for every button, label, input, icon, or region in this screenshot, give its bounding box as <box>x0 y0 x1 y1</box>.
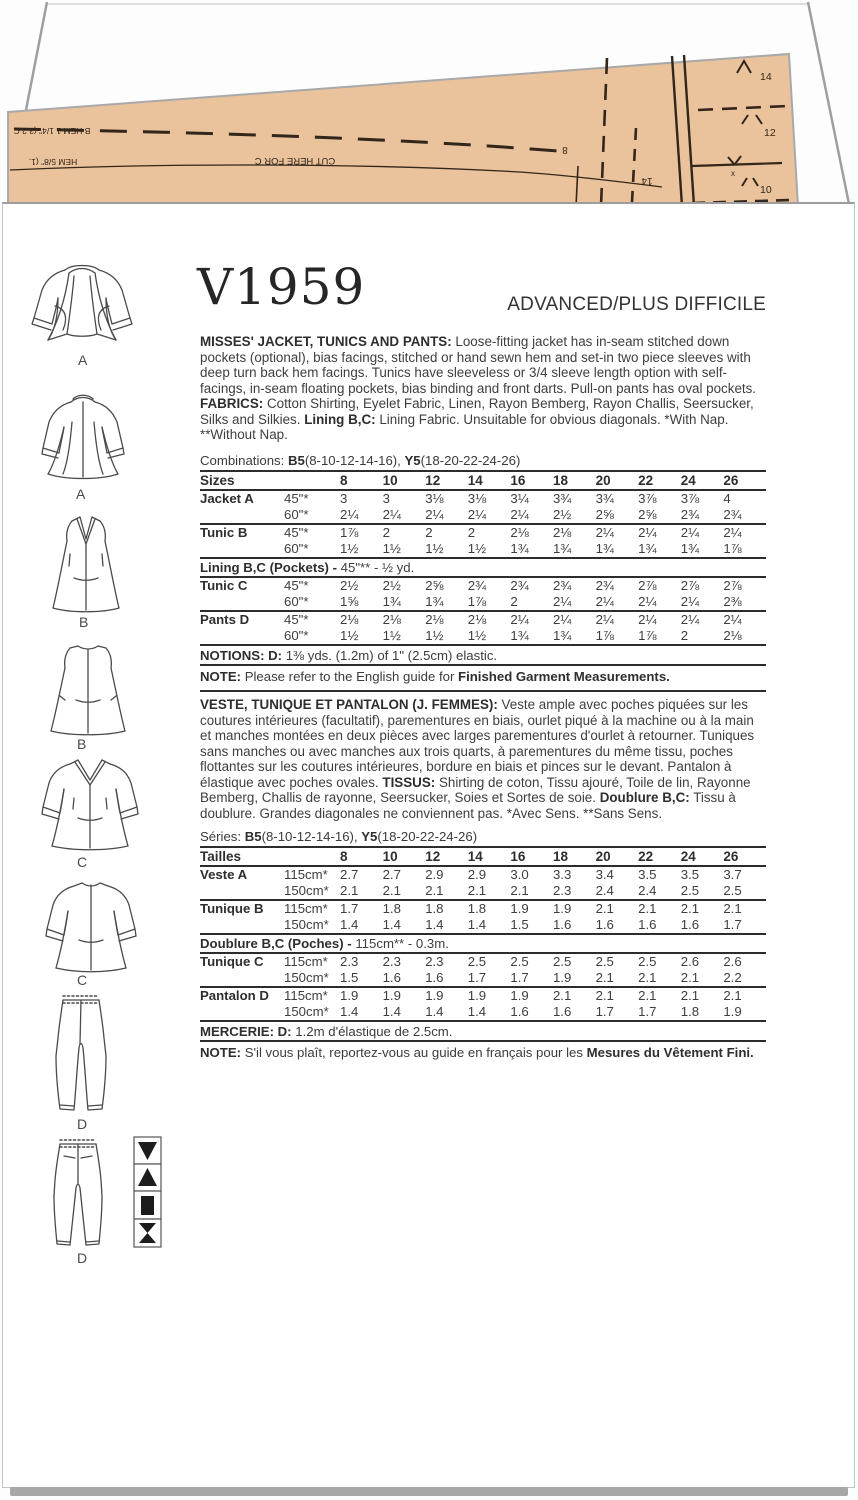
cell: 2¼ <box>595 612 614 627</box>
size-col: 26 <box>723 471 766 490</box>
cell: 1.6 <box>510 1004 553 1021</box>
cell: 2.1 <box>595 901 614 916</box>
square-icon <box>141 1196 154 1215</box>
table-row <box>200 577 766 594</box>
cell: 1.9 <box>467 988 487 1003</box>
cell: 2 <box>681 628 724 645</box>
cell: 1½ <box>340 541 383 558</box>
cell: 1.9 <box>510 901 529 916</box>
cell: 3.0 <box>510 867 529 882</box>
cell: 2.1 <box>552 988 572 1003</box>
cell: 2.5 <box>681 883 724 900</box>
cell: 1.7 <box>340 901 359 916</box>
cell: 2½ <box>382 578 401 593</box>
cell: 2.3 <box>425 954 444 969</box>
cell: 2⅝ <box>425 578 444 593</box>
cell: 1½ <box>383 628 426 645</box>
fabrics-heading: FABRICS: <box>200 396 264 411</box>
cell: 1½ <box>340 628 383 645</box>
garment-label: Tunic C <box>200 578 248 593</box>
flap-right-edge <box>808 2 849 204</box>
fabric-width: 115cm* <box>284 954 328 969</box>
size-col: 20 <box>596 847 639 866</box>
size-col: 10 <box>383 471 426 490</box>
tissue-number-14-flipped: 14 <box>641 175 653 186</box>
cell: 4 <box>723 491 731 506</box>
cell: 1.4 <box>340 917 383 934</box>
tunic-c-front-sketch <box>28 754 152 854</box>
jacket-a-front-sketch <box>22 260 142 356</box>
cell: 2¼ <box>510 507 553 524</box>
size-col: 12 <box>425 847 468 866</box>
cell: 1.7 <box>723 917 766 934</box>
fabric-width: 150cm* <box>284 917 340 934</box>
cell: 1.4 <box>468 1004 511 1021</box>
cell: 2.7 <box>382 867 401 882</box>
cell: 1.6 <box>425 970 468 987</box>
garment-label: Pants D <box>200 612 250 627</box>
cell: 3.5 <box>680 867 700 882</box>
size-col: 24 <box>681 471 724 490</box>
cell: 1.4 <box>383 1004 426 1021</box>
fabric-width: 45"* <box>284 525 309 540</box>
size-col: 8 <box>340 847 383 866</box>
table-row <box>200 507 766 524</box>
sizes-header: Sizes <box>200 471 284 490</box>
fabric-width: 45"* <box>284 612 309 627</box>
cell: 2.5 <box>552 954 572 969</box>
view-label-jacket-back: A <box>76 486 86 502</box>
table-row <box>200 883 766 900</box>
lining-heading: Lining B,C: <box>304 411 376 427</box>
note-french: NOTE: S'il vous plaît, reportez-vous au guide en français pour les Mesures du Vêtement Fini. <box>200 1045 754 1060</box>
size-col: 22 <box>638 471 681 490</box>
cell: 2¼ <box>638 594 681 611</box>
tunic-c-back-sketch <box>30 876 152 976</box>
garment-label: Pantalon D <box>200 988 269 1003</box>
cell: 1.9 <box>340 988 359 1003</box>
cell: 1½ <box>425 541 468 558</box>
garment-label: Tunic B <box>200 525 248 540</box>
cell: 2⅛ <box>723 628 766 645</box>
cell: 2.1 <box>383 883 426 900</box>
cell: 2⅛ <box>510 525 529 540</box>
cell: 1¾ <box>510 628 553 645</box>
description-french: VESTE, TUNIQUE ET PANTALON (J. FEMMES): Veste ample avec poches piquées sur les coutures intérieures (facultatif), parementures en biais, ourlet piqué à la machine ou à la main et manches montées en deux pièces avec larges parementures d'ourlet à retourner. Tuniques sans manches ou avec manches aux trois quarts, à parementures du même tissu, poches flottantes sur les coutures intérieures, bordure en biais et pinces sur le devant. Pantalon à élastique avec poches ovales. TISSUS: Shirting de coton, Tissu ajouré, Toile de lin, Rayonne Bemberg, Challis de rayonne, Seersucker, Soies et Sortes de soie. Doublure B,C: Tissu à doublure. Grandes diagonales ne conviennent pas. *Avec Sens. **Sans Sens. <box>200 697 755 821</box>
cell: 2.1 <box>340 883 383 900</box>
cell: 1¾ <box>553 628 596 645</box>
cell: 1.5 <box>510 917 553 934</box>
envelope-shadow <box>10 1487 848 1496</box>
cell: 1½ <box>468 541 511 558</box>
cell: 2.1 <box>680 988 700 1003</box>
doublure-heading: Doublure B,C: <box>599 790 690 805</box>
cell: 2 <box>425 525 433 540</box>
cell: 1.4 <box>340 1004 383 1021</box>
view-label-pants-front: D <box>77 1116 88 1132</box>
cell: 1.5 <box>340 970 383 987</box>
yardage-table-metric <box>200 846 766 1022</box>
cell: 2.1 <box>638 988 657 1003</box>
garment-label: Tunique C <box>200 954 264 969</box>
cell: 1½ <box>425 628 468 645</box>
tissue-number-8: 8 <box>562 144 568 155</box>
cell: 1.6 <box>596 917 639 934</box>
cell: 2.1 <box>468 883 511 900</box>
cell: 2⅝ <box>596 507 639 524</box>
cell: 1.8 <box>467 901 487 916</box>
tissue-x-mark: x <box>731 169 735 178</box>
cell: 2.5 <box>723 883 766 900</box>
tissue-number-14: 14 <box>760 71 772 83</box>
cell: 2 <box>467 525 476 540</box>
view-label-tunic-b-front: B <box>79 614 89 630</box>
table-row <box>200 900 766 917</box>
fabric-width: 60"* <box>284 628 340 645</box>
sizes-header: Tailles <box>200 847 284 866</box>
cell: 2¼ <box>723 612 742 627</box>
note-english: NOTE: Please refer to the English guide for Finished Garment Measurements. <box>200 669 670 684</box>
size-col: 20 <box>596 471 639 490</box>
size-col: 8 <box>340 471 383 490</box>
pattern-number: V1959 <box>197 258 366 316</box>
yardage-section-english <box>200 453 766 685</box>
tunic-b-back-sketch <box>40 638 136 738</box>
cell: 1⅝ <box>340 594 383 611</box>
cell: 1.6 <box>638 917 681 934</box>
cell: 2¼ <box>552 612 572 627</box>
cell: 1.6 <box>553 1004 596 1021</box>
cell: 2¼ <box>596 594 639 611</box>
size-col: 12 <box>425 471 468 490</box>
table-row <box>200 524 766 541</box>
table-row <box>200 987 766 1004</box>
combinations-line: Combinations: B5(8-10-12-14-16), Y5(18-20-22-24-26) <box>200 453 521 468</box>
table-row <box>200 594 766 611</box>
cell: 2.3 <box>340 954 359 969</box>
cell: 2.1 <box>638 901 657 916</box>
cell: 3.3 <box>552 867 572 882</box>
cell: 3⅛ <box>425 491 444 506</box>
table-row <box>200 611 766 628</box>
fabric-width: 115cm* <box>284 901 328 916</box>
view-label-tunic-c-back: C <box>77 972 88 988</box>
tissue-text-hem: HEM 5/8" (1. <box>28 157 78 167</box>
table-header-row <box>200 847 766 866</box>
tunic-b-front-sketch <box>40 512 132 616</box>
cell: 2¼ <box>680 525 700 540</box>
yardage-table-imperial <box>200 470 766 646</box>
cell: 2 <box>510 594 553 611</box>
cell: 2¼ <box>681 594 724 611</box>
cell: 1.9 <box>510 988 529 1003</box>
cell: 1⅞ <box>638 628 681 645</box>
cell: 2¾ <box>723 507 766 524</box>
view-label-pants-back: D <box>77 1250 88 1266</box>
cell: 2¼ <box>638 525 657 540</box>
jacket-a-back-sketch <box>26 390 140 484</box>
cell: 2¼ <box>595 525 614 540</box>
cell: 2.1 <box>723 901 742 916</box>
cell: 1¾ <box>510 541 553 558</box>
cell: 2⅛ <box>467 612 487 627</box>
tissue-text-cut-here: CUT HERE FOR C <box>254 155 336 166</box>
cell: 2¾ <box>681 507 724 524</box>
cell: 2.1 <box>595 988 614 1003</box>
cell: 1.9 <box>552 901 572 916</box>
cell: 1.9 <box>382 988 401 1003</box>
cell: 2 <box>382 525 390 540</box>
cell: 2¼ <box>510 612 529 627</box>
difficulty-symbol-strip <box>133 1136 162 1249</box>
cell: 2.1 <box>680 901 700 916</box>
cell: 2½ <box>553 507 596 524</box>
cell: 1.7 <box>510 970 553 987</box>
cell: 2⅛ <box>425 612 444 627</box>
view-label-tunic-b-back: B <box>77 736 87 752</box>
table-row <box>200 628 766 645</box>
size-col: 14 <box>468 471 511 490</box>
size-col: 22 <box>638 847 681 866</box>
cell: 2.1 <box>723 988 742 1003</box>
size-col: 24 <box>681 847 724 866</box>
cell: 3 <box>340 491 348 506</box>
fabric-width: 150cm* <box>284 1004 340 1021</box>
cell: 2.1 <box>681 970 724 987</box>
cell: 2.4 <box>596 883 639 900</box>
pants-d-front-sketch <box>46 992 116 1116</box>
table-row <box>200 541 766 558</box>
cell: 2¼ <box>425 507 468 524</box>
table-row <box>200 917 766 934</box>
cell: 1.9 <box>553 970 596 987</box>
cell: 2.1 <box>425 883 468 900</box>
size-col: 16 <box>510 471 553 490</box>
table-row <box>200 970 766 987</box>
cell: 2⅜ <box>723 594 766 611</box>
tissus-heading: TISSUS: <box>382 774 436 790</box>
cell: 2½ <box>340 578 359 593</box>
garment-label: Veste A <box>200 867 248 882</box>
cell: 1½ <box>468 628 511 645</box>
cell: 3¼ <box>510 491 529 506</box>
fabric-width: 115cm* <box>284 867 328 882</box>
cell: 3⅞ <box>680 491 700 506</box>
cell: 3¾ <box>595 491 614 506</box>
table-row <box>200 953 766 970</box>
cell: 2⅞ <box>680 578 700 593</box>
size-col: 14 <box>468 847 511 866</box>
cell: 2¼ <box>468 507 511 524</box>
view-label-jacket-front: A <box>78 352 88 368</box>
description-fr-heading: VESTE, TUNIQUE ET PANTALON (J. FEMMES): <box>200 697 498 712</box>
cell: 1½ <box>383 541 426 558</box>
cell: 1.6 <box>383 970 426 987</box>
cell: 2.3 <box>382 954 401 969</box>
notions-line: NOTIONS: D: 1⅜ yds. (1.2m) of 1" (2.5cm) elastic. <box>200 646 766 666</box>
cell: 2.2 <box>723 970 766 987</box>
view-label-tunic-c-front: C <box>77 854 88 870</box>
fabric-width: 60"* <box>284 594 340 611</box>
cell: 2⅛ <box>340 612 359 627</box>
cell: 1¾ <box>383 594 426 611</box>
cell: 2¾ <box>467 578 487 593</box>
garment-label: Tunique B <box>200 901 264 916</box>
tissue-number-12: 12 <box>764 127 776 139</box>
cell: 1¾ <box>638 541 681 558</box>
cell: 3¾ <box>552 491 572 506</box>
cell: 2.5 <box>638 954 657 969</box>
cell: 1¾ <box>425 594 468 611</box>
cell: 2.5 <box>467 954 487 969</box>
table-row <box>200 1004 766 1021</box>
cell: 2.5 <box>595 954 614 969</box>
cell: 1.9 <box>425 988 444 1003</box>
cell: 1.7 <box>596 1004 639 1021</box>
difficulty-level: ADVANCED/PLUS DIFFICILE <box>507 294 766 315</box>
cell: 1.8 <box>382 901 401 916</box>
table-header-row <box>200 471 766 490</box>
fabric-width: 115cm* <box>284 988 328 1003</box>
cell: 2.6 <box>680 954 700 969</box>
fabric-width: 150cm* <box>284 970 340 987</box>
fabric-width: 45"* <box>284 491 309 506</box>
cell: 1⅞ <box>596 628 639 645</box>
cell: 2¾ <box>510 578 529 593</box>
cell: 2¼ <box>680 612 700 627</box>
fabric-width: 60"* <box>284 507 340 524</box>
table-row <box>200 866 766 883</box>
yardage-section-french <box>200 690 766 1061</box>
cell: 2⅛ <box>382 612 401 627</box>
cell: 3⅞ <box>638 491 657 506</box>
cell: 2¼ <box>383 507 426 524</box>
cell: 1.8 <box>681 1004 724 1021</box>
table-row <box>200 490 766 507</box>
cell: 2¼ <box>340 507 383 524</box>
cell: 2¼ <box>723 525 742 540</box>
cell: 1¾ <box>681 541 724 558</box>
cell: 1.4 <box>425 1004 468 1021</box>
cell: 1.7 <box>468 970 511 987</box>
cell: 2.9 <box>467 867 487 882</box>
cell: 2¾ <box>595 578 614 593</box>
cell: 2⅝ <box>638 507 681 524</box>
fabric-width: 45"* <box>284 578 309 593</box>
flap-left-edge <box>26 2 47 110</box>
cell: 2.1 <box>638 970 681 987</box>
cell: 2⅞ <box>638 578 657 593</box>
size-col: 18 <box>553 847 596 866</box>
cell: 3.4 <box>595 867 614 882</box>
cell: 1.4 <box>468 917 511 934</box>
cell: 2.9 <box>425 867 444 882</box>
size-col: 18 <box>553 471 596 490</box>
cell: 2¼ <box>553 594 596 611</box>
description-english: MISSES' JACKET, TUNICS AND PANTS: Loose-fitting jacket has in-seam stitched down pockets (optional), bias facings, stitched or hand sewn hem and set-in two piece sleeves with deep turn back hem facings. Tunics have sleeveless or 3/4 sleeve length option with self-facings, in-seam floating pockets, bias binding and front darts. Pull-on pants has oval pockets. FABRICS: Cotton Shirting, Eyelet Fabric, Linen, Rayon Bemberg, Rayon Challis, Seersucker, Silks and Silkies. Lining B,C: Lining Fabric. Unsuitable for obvious diagonals. *With Nap. **Without Nap. <box>200 334 757 442</box>
cell: 2.4 <box>638 883 681 900</box>
cell: 2.7 <box>340 867 359 882</box>
fabric-width: 150cm* <box>284 883 340 900</box>
cell: 1⅞ <box>468 594 511 611</box>
cell: 2.3 <box>553 883 596 900</box>
cell: 2.5 <box>510 954 529 969</box>
description-en-heading: MISSES' JACKET, TUNICS AND PANTS: <box>200 334 452 349</box>
size-col: 26 <box>723 847 766 866</box>
tissue-number-10: 10 <box>760 184 772 196</box>
cell: 3⅛ <box>467 491 487 506</box>
cell: 2.6 <box>723 954 742 969</box>
cell: 1¾ <box>553 541 596 558</box>
cell: 2¾ <box>552 578 572 593</box>
garment-label: Jacket A <box>200 491 254 506</box>
pants-d-back-sketch <box>44 1136 112 1250</box>
tissue-text-hem-b: B HEM 1 1/4" (3.2 C <box>13 126 91 136</box>
cell: 1.7 <box>638 1004 681 1021</box>
cell: 1.6 <box>681 917 724 934</box>
cell: 2¼ <box>638 612 657 627</box>
cell: 2.1 <box>596 970 639 987</box>
cell: 1.4 <box>383 917 426 934</box>
fabric-width: 60"* <box>284 541 340 558</box>
cell: 1.9 <box>723 1004 766 1021</box>
cell: 1.4 <box>425 917 468 934</box>
cell: 3.7 <box>723 867 742 882</box>
mercerie-line: MERCERIE: D: 1.2m d'élastique de 2.5cm. <box>200 1022 766 1042</box>
cell: 2.1 <box>510 883 553 900</box>
tissue-pattern-paper <box>0 0 858 212</box>
size-col: 10 <box>383 847 426 866</box>
cell: 1⅞ <box>723 541 766 558</box>
cell: 1¾ <box>596 541 639 558</box>
cell: 2⅛ <box>552 525 572 540</box>
cell: 1.6 <box>553 917 596 934</box>
size-col: 16 <box>510 847 553 866</box>
doublure-row: Doublure B,C (Poches) - 115cm** - 0.3m. <box>200 934 766 953</box>
lining-row: Lining B,C (Pockets) - 45"** - ½ yd. <box>200 558 766 577</box>
cell: 3 <box>382 491 390 506</box>
series-line: Séries: B5(8-10-12-14-16), Y5(18-20-22-24-26) <box>200 829 478 844</box>
cell: 1⅞ <box>340 525 359 540</box>
cell: 1.8 <box>425 901 444 916</box>
cell: 2⅞ <box>723 578 742 593</box>
cell: 3.5 <box>638 867 657 882</box>
